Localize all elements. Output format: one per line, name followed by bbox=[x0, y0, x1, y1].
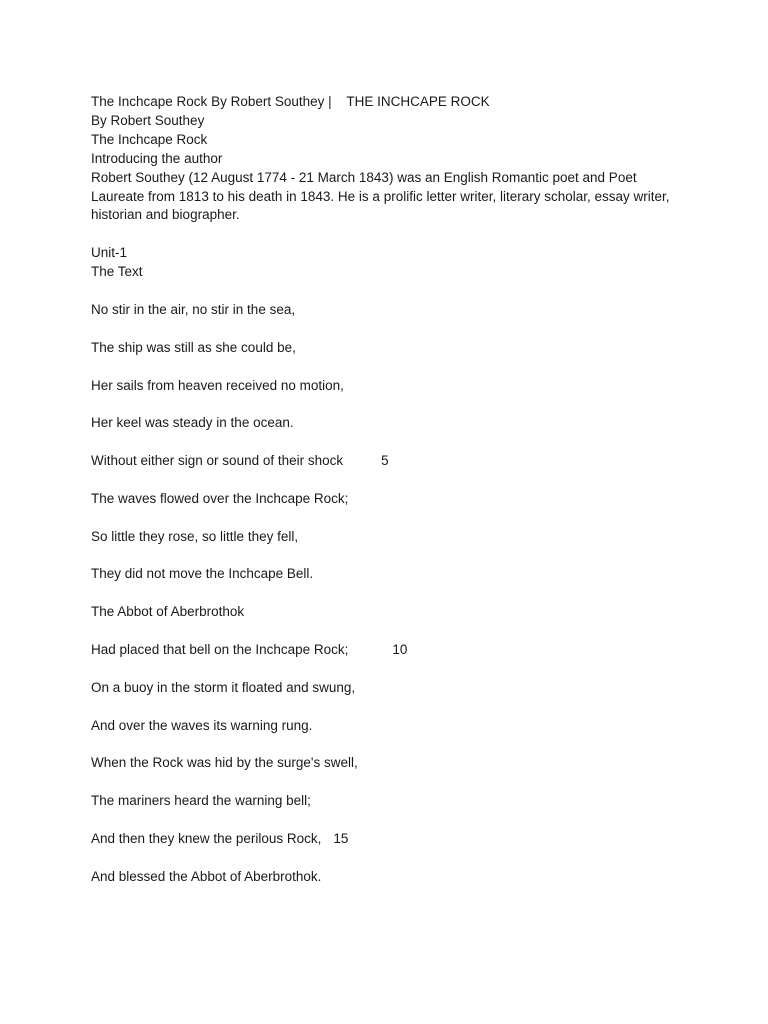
document-body bbox=[91, 93, 691, 887]
poem-line-text: No stir in the air, no stir in the sea, bbox=[91, 301, 296, 317]
unit-label: Unit-1 bbox=[91, 245, 128, 261]
spacer bbox=[91, 735, 691, 754]
intro-heading: Introducing the author bbox=[91, 150, 223, 166]
poem-line-text: When the Rock was hid by the surge's swell, bbox=[91, 755, 358, 771]
poem-line bbox=[91, 792, 691, 811]
spacer bbox=[91, 773, 691, 792]
poem-line bbox=[91, 868, 691, 887]
spacer bbox=[91, 320, 691, 339]
spacer bbox=[91, 622, 691, 641]
poem-line-text: On a buoy in the storm it floated and swung, bbox=[91, 679, 356, 695]
poem-line-text: The waves flowed over the Inchcape Rock; bbox=[91, 490, 349, 506]
poem-line bbox=[91, 830, 691, 849]
spacer bbox=[91, 584, 691, 603]
poem-line bbox=[91, 339, 691, 358]
spacer bbox=[91, 811, 691, 830]
poem-line-number: 10 bbox=[392, 641, 408, 657]
poem-line bbox=[91, 414, 691, 433]
poem-line bbox=[91, 603, 691, 622]
spacer bbox=[91, 358, 691, 377]
poem-line bbox=[91, 377, 691, 396]
poem-lines bbox=[91, 301, 691, 887]
spacer bbox=[91, 547, 691, 566]
spacer bbox=[91, 698, 691, 717]
poem-line-text: And over the waves its warning rung. bbox=[91, 717, 313, 733]
poem-line bbox=[91, 679, 691, 698]
poem-line-text: The Abbot of Aberbrothok bbox=[91, 604, 245, 620]
spacer bbox=[91, 660, 691, 679]
poem-line-number: 15 bbox=[333, 830, 349, 846]
poem-line-text: The mariners heard the warning bell; bbox=[91, 793, 311, 809]
intro-paragraph: Robert Southey (12 August 1774 - 21 March 1843) was an English Romantic poet and Poet Laureate from 1813 to his death in 1843. He is a prolific letter writer, literary scholar, essay writer, historian and biographer. bbox=[91, 169, 670, 223]
poem-line bbox=[91, 754, 691, 773]
author-byline: By Robert Southey bbox=[91, 112, 205, 128]
poem-line bbox=[91, 641, 691, 660]
poem-line bbox=[91, 301, 691, 320]
poem-line-text: And blessed the Abbot of Aberbrothok. bbox=[91, 868, 322, 884]
poem-title: The Inchcape Rock bbox=[91, 131, 208, 147]
section-heading: The Text bbox=[91, 264, 143, 280]
poem-line bbox=[91, 717, 691, 736]
spacer bbox=[91, 849, 691, 868]
poem-line-text: Without either sign or sound of their shock bbox=[91, 453, 344, 469]
poem-line-text: Her sails from heaven received no motion, bbox=[91, 377, 344, 393]
spacer bbox=[91, 433, 691, 452]
poem-line bbox=[91, 452, 691, 471]
poem-line-text: Her keel was steady in the ocean. bbox=[91, 415, 294, 431]
poem-line-text: And then they knew the perilous Rock, bbox=[91, 830, 322, 846]
spacer bbox=[91, 395, 691, 414]
spacer bbox=[91, 471, 691, 490]
poem-line-text: The ship was still as she could be, bbox=[91, 339, 296, 355]
spacer bbox=[91, 225, 691, 244]
poem-line bbox=[91, 490, 691, 509]
poem-line bbox=[91, 528, 691, 547]
spacer bbox=[91, 509, 691, 528]
poem-line-text: So little they rose, so little they fell, bbox=[91, 528, 299, 544]
spacer bbox=[91, 282, 691, 301]
poem-line-number: 5 bbox=[381, 453, 389, 469]
poem-line-text: They did not move the Inchcape Bell. bbox=[91, 566, 314, 582]
poem-line bbox=[91, 565, 691, 584]
poem-line-text: Had placed that bell on the Inchcape Rock; bbox=[91, 641, 349, 657]
document-title-line: The Inchcape Rock By Robert Southey | THE INCHCAPE ROCK bbox=[91, 94, 490, 109]
